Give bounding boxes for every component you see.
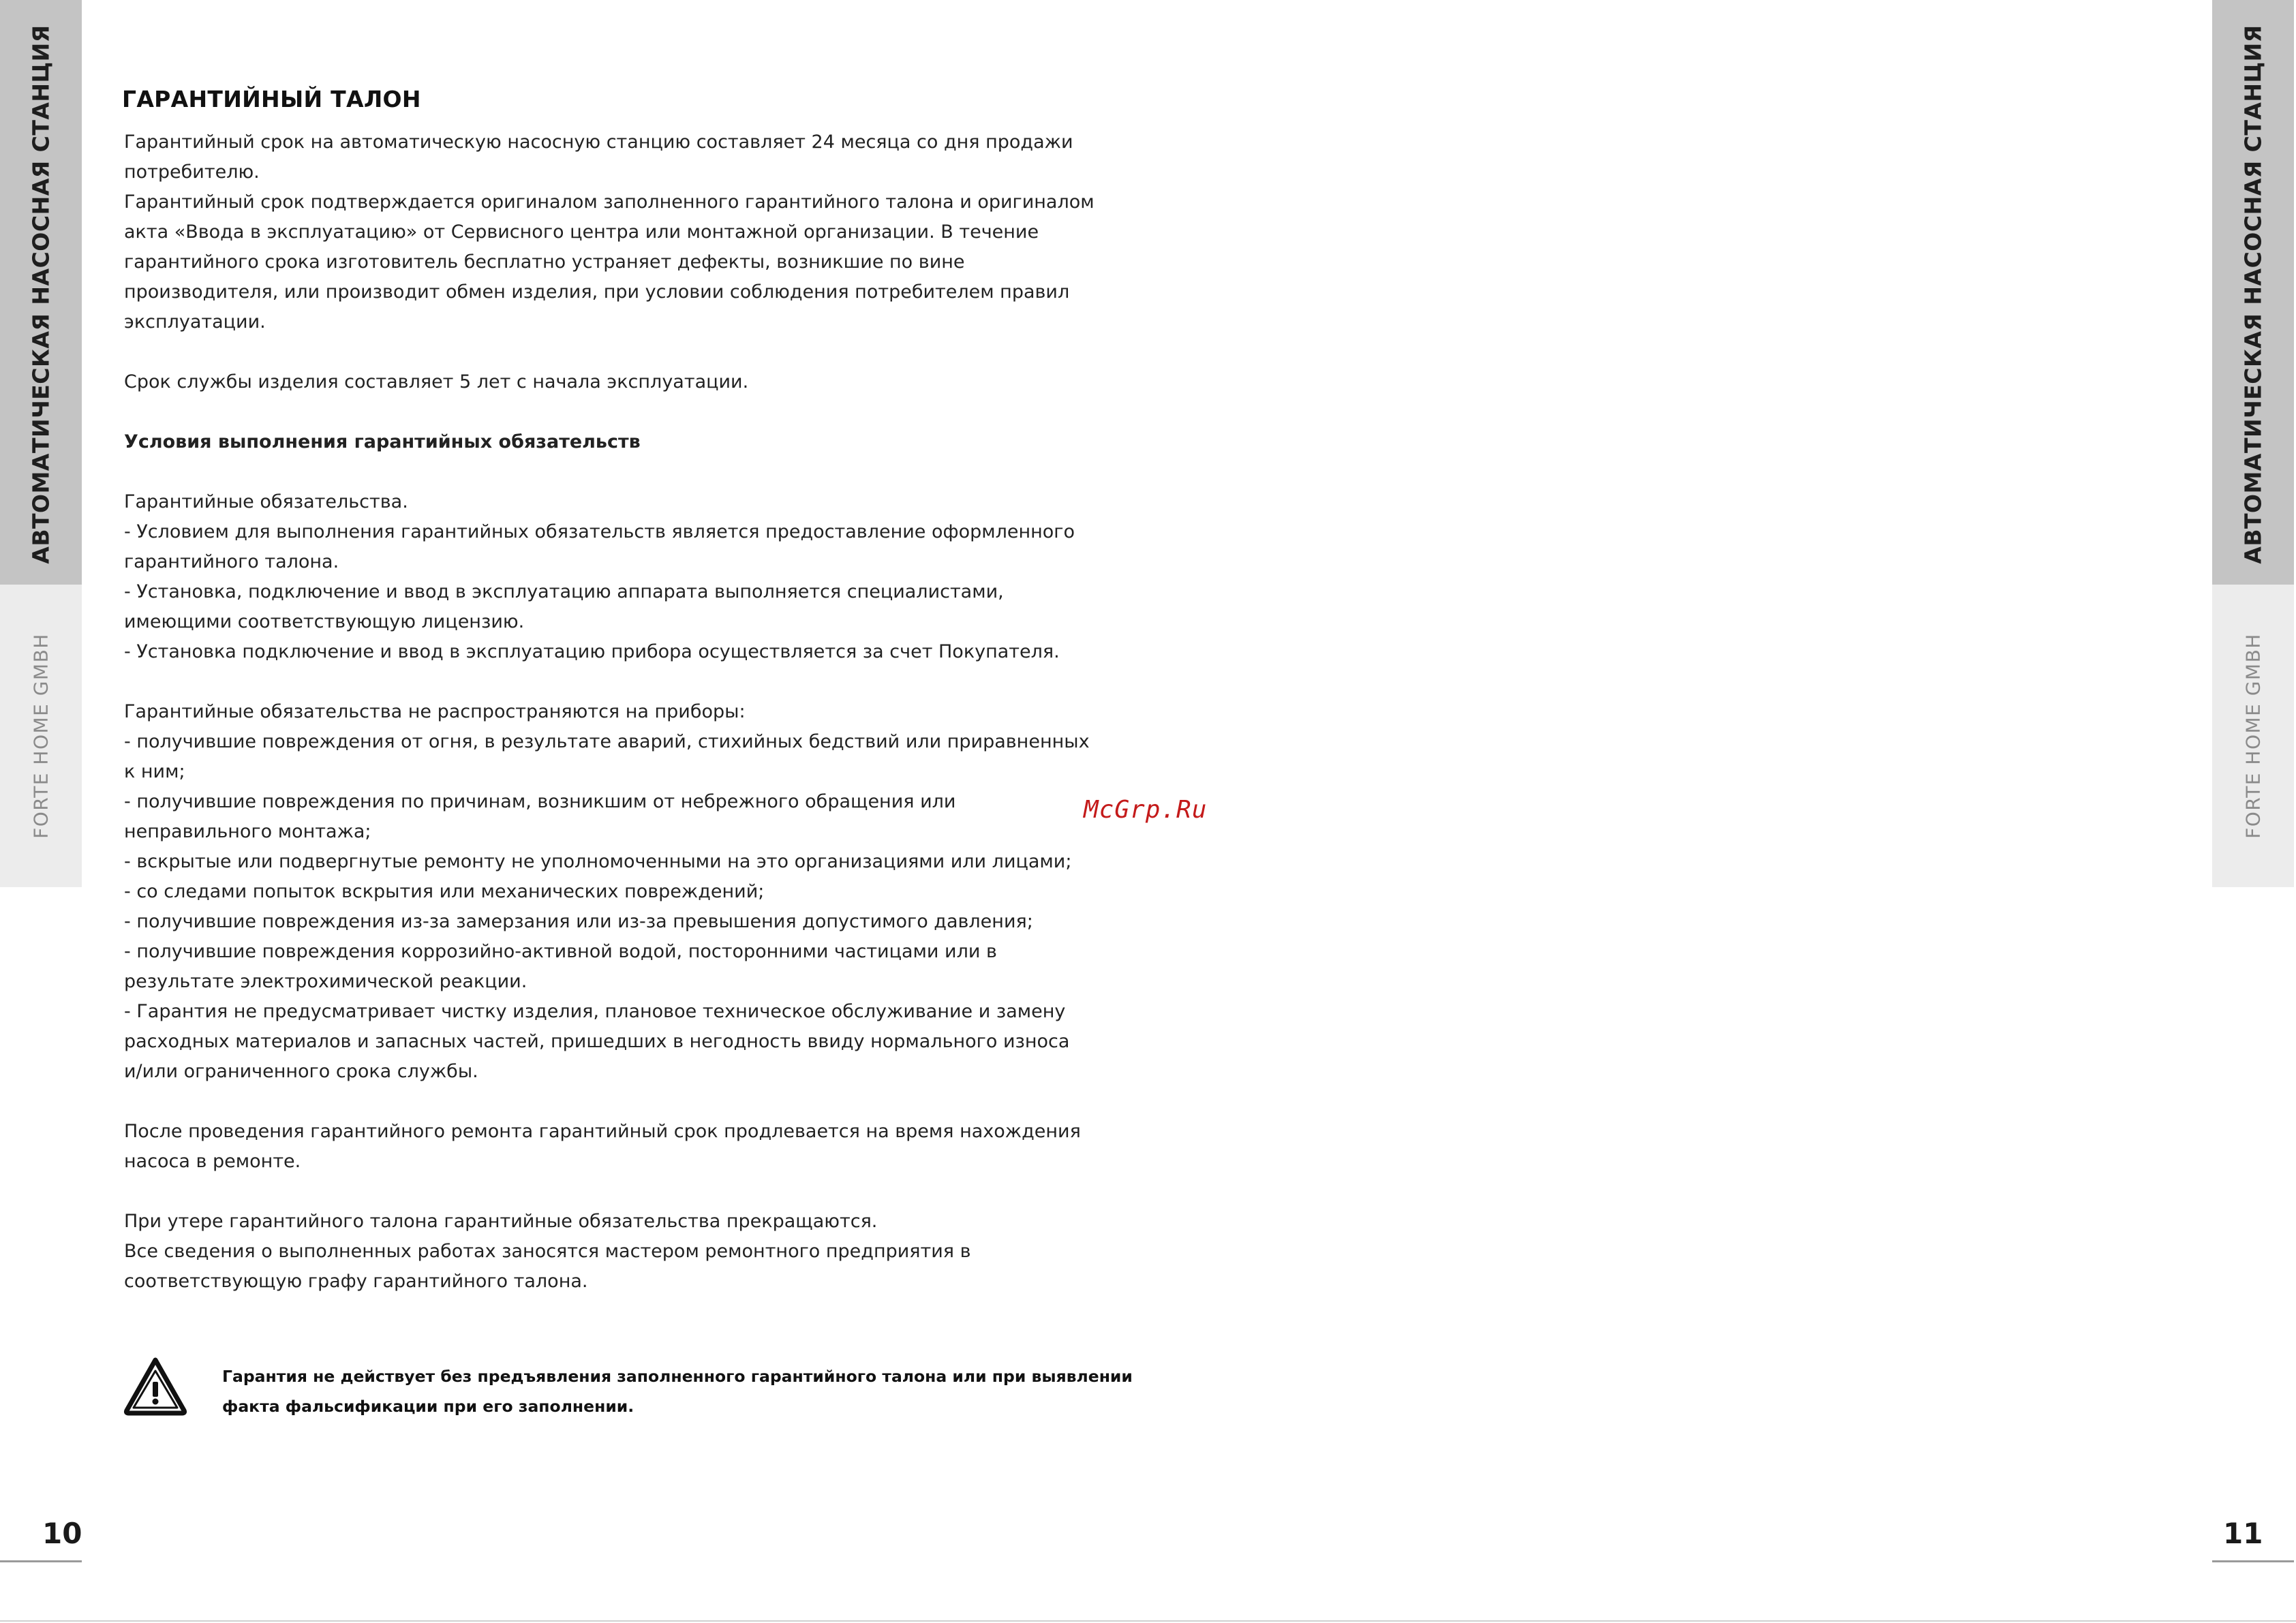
text-line (124, 1087, 1051, 1117)
text-line: к ним; (124, 761, 185, 782)
text-line: При утере гарантийного талона гарантийные обязательства прекращаются. (124, 1211, 878, 1232)
warning-text (222, 1361, 1133, 1421)
side-brand: FORTE HOME GMBH (29, 633, 52, 839)
text-line: Все сведения о выполненных работах заносятся мастером ремонтного предприятия в (124, 1241, 971, 1262)
text-line: расходных материалов и запасных частей, пришедших в негодность ввиду нормального износа (124, 1031, 1070, 1052)
text-line: - Условием для выполнения гарантийных обязательств является предоставление оформленного (124, 521, 1075, 542)
text-line: Гарантийные обязательства. (124, 491, 408, 512)
text-line: результате электрохимической реакции. (124, 971, 527, 992)
text-line: гарантийного талона. (124, 551, 339, 572)
text-line: - получившие повреждения из-за замерзания или из-за превышения допустимого давления; (124, 911, 1033, 932)
text-line: - Установка подключение и ввод в эксплуатацию прибора осуществляется за счет Покупателя. (124, 641, 1060, 662)
section-subheading: Условия выполнения гарантийных обязательств (124, 431, 641, 452)
text-line: - получившие повреждения коррозийно-активной водой, посторонними частицами или в (124, 941, 997, 962)
text-line (124, 397, 1051, 427)
text-line: Гарантийные обязательства не распространяются на приборы: (124, 701, 746, 722)
text-line: потребителю. (124, 161, 260, 183)
text-line: эксплуатации. (124, 311, 266, 333)
warning-triangle-icon (123, 1356, 188, 1416)
text-line: Гарантийный срок на автоматическую насосную станцию составляет 24 месяца со дня продажи (124, 132, 1073, 153)
side-title: АВТОМАТИЧЕСКАЯ НАСОСНАЯ СТАНЦИЯ (27, 25, 55, 564)
side-title: АВТОМАТИЧЕСКАЯ НАСОСНАЯ СТАНЦИЯ (2239, 25, 2267, 564)
text-line: После проведения гарантийного ремонта гарантийный срок продлевается на время нахождения (124, 1121, 1081, 1142)
left-side-strip (0, 0, 82, 887)
text-line: Срок службы изделия составляет 5 лет с начала эксплуатации. (124, 371, 749, 392)
bottom-rule (0, 1620, 2296, 1622)
page-number-right: 11 (2223, 1517, 2263, 1550)
text-line (124, 667, 1051, 697)
text-line (124, 457, 1051, 487)
text-line: имеющими соответствующую лицензию. (124, 611, 525, 632)
text-line: и/или ограниченного срока службы. (124, 1061, 478, 1082)
text-line: производителя, или производит обмен изделия, при условии соблюдения потребителем правил (124, 281, 1070, 303)
side-brand: FORTE HOME GMBH (2241, 633, 2265, 839)
text-line: насоса в ремонте. (124, 1151, 301, 1172)
text-line: - со следами попыток вскрытия или механических повреждений; (124, 881, 765, 902)
text-line (124, 1177, 1051, 1207)
page-number-rule (2212, 1560, 2294, 1562)
warranty-content (122, 86, 1095, 1297)
page-number-left: 10 (42, 1517, 82, 1550)
text-line: - вскрытые или подвергнутые ремонту не уполномоченными на это организациями или лицами; (124, 851, 1072, 872)
text-line: - получившие повреждения от огня, в результате аварий, стихийных бедствий или приравненных (124, 731, 1090, 752)
text-line: акта «Ввода в эксплуатацию» от Сервисного центра или монтажной организации. В течение (124, 221, 1039, 243)
warning-line: факта фальсификации при его заполнении. (222, 1397, 634, 1416)
text-line: - Установка, подключение и ввод в эксплуатацию аппарата выполняется специалистами, (124, 581, 1004, 602)
text-line: гарантийного срока изготовитель бесплатно устраняет дефекты, возникшие по вине (124, 251, 965, 273)
text-line (124, 337, 1051, 367)
warranty-body-text (124, 127, 1095, 1297)
page-title: ГАРАНТИЙНЫЙ ТАЛОН (122, 86, 421, 112)
text-line: - получившие повреждения по причинам, возникшим от небрежного обращения или (124, 791, 956, 812)
page-number-rule (0, 1560, 82, 1562)
text-line: неправильного монтажа; (124, 821, 371, 842)
watermark-link[interactable]: McGrp.Ru (1084, 796, 1208, 824)
text-line: соответствующую графу гарантийного талона. (124, 1271, 588, 1292)
text-line: Гарантийный срок подтверждается оригиналом заполненного гарантийного талона и оригиналом (124, 191, 1095, 213)
warning-line: Гарантия не действует без предъявления заполненного гарантийного талона или при выявлении (222, 1367, 1133, 1386)
text-line: - Гарантия не предусматривает чистку изделия, плановое техническое обслуживание и замену (124, 1001, 1066, 1022)
right-side-strip (2212, 0, 2294, 887)
